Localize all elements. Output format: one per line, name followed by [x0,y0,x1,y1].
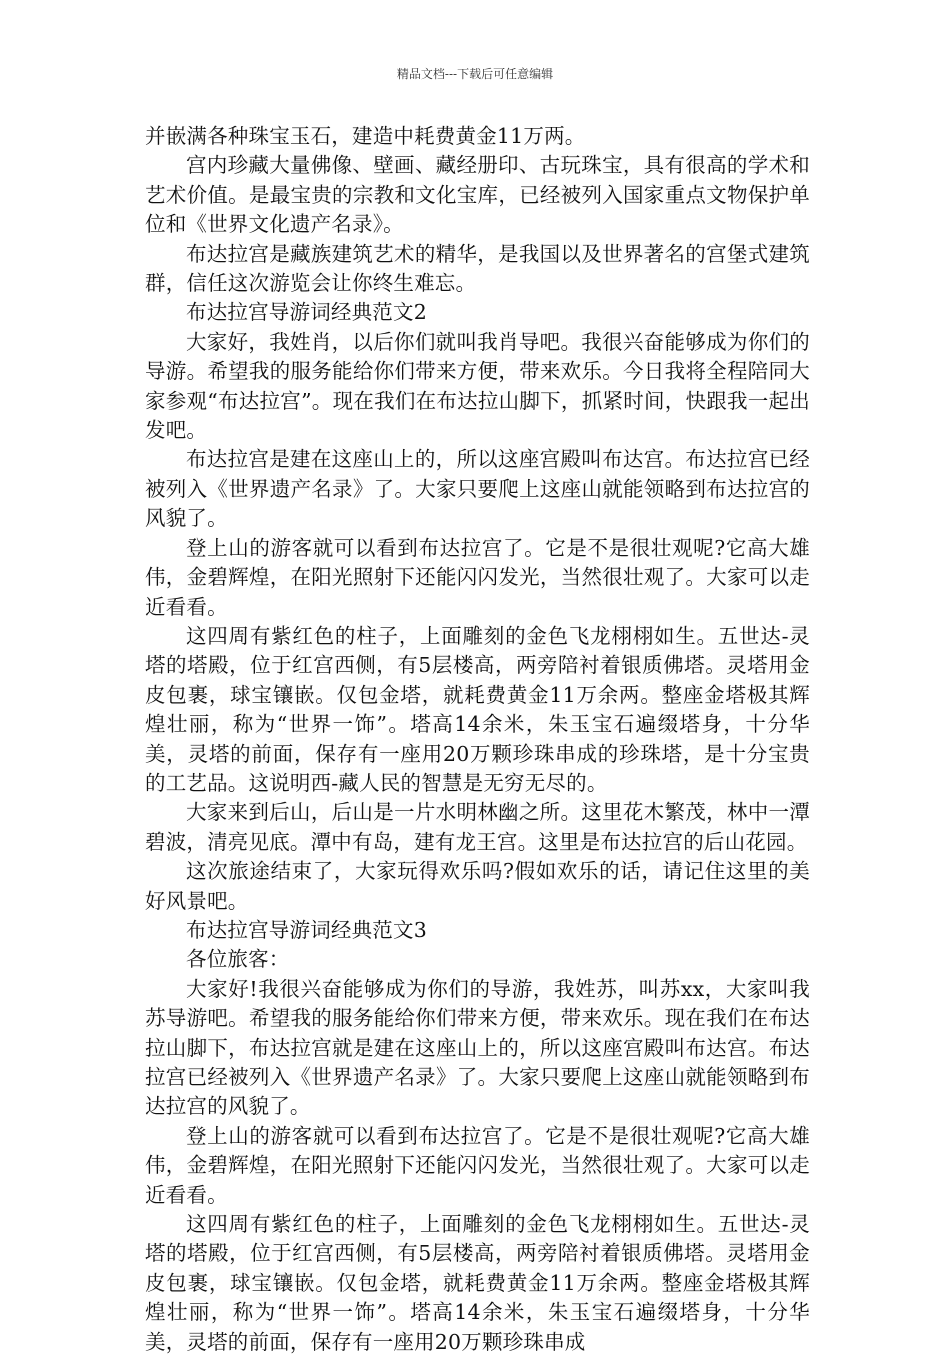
document-body [145,122,810,1357]
section-heading: 布达拉宫导游词经典范文2 [186,300,427,325]
paragraph: 布达拉宫是建在这座山上的，所以这座宫殿叫布达宫。布达拉宫已经被列入《世界遗产名录》了。大家只要爬上这座山就能领略到布达拉宫的风貌了。 [145,447,810,531]
salutation: 各位旅客： [186,947,290,972]
paragraph: 大家好!我很兴奋能够成为你们的导游，我姓苏，叫苏xx，大家叫我苏导游吧。希望我的服务能给你们带来方便，带来欢乐。现在我们在布达拉山脚下，布达拉宫就是建在这座山上的，所以这座宫殿叫布达宫。布达拉宫已经被列入《世界遗产名录》了。大家只要爬上这座山就能领略到布达拉宫的风貌了。 [145,976,810,1119]
section-heading: 布达拉宫导游词经典范文3 [186,917,427,942]
paragraph: 宫内珍藏大量佛像、壁画、藏经册印、古玩珠宝，具有很高的学术和艺术价值。是最宝贵的宗教和文化宝库，已经被列入国家重点文物保护单位和《世界文化遗产名录》。 [145,153,810,237]
paragraph: 这次旅途结束了，大家玩得欢乐吗?假如欢乐的话，请记住这里的美好风景吧。 [145,859,810,913]
paragraph: 并嵌满各种珠宝玉石，建造中耗费黄金11万两。 [145,124,586,148]
paragraph: 布达拉宫是藏族建筑艺术的精华，是我国以及世界著名的宫堡式建筑群，信任这次游览会让你终生难忘。 [145,241,810,296]
paragraph: 这四周有紫红色的柱子，上面雕刻的金色飞龙栩栩如生。五世达-灵塔的塔殿，位于红宫西侧，有5层楼高，两旁陪衬着银质佛塔。灵塔用金皮包裹，球宝镶嵌。仅包金塔，就耗费黄金11万余两。整座金塔极其辉煌壮丽，称为“世界一饰”。塔高14余米，朱玉宝石遍缀塔身，十分华美，灵塔的前面，保存有一座用20万颗珍珠串成的珍珠塔，是十分宝贵的工艺品。这说明西-藏人民的智慧是无穷无尽的。 [145,623,810,795]
paragraph: 登上山的游客就可以看到布达拉宫了。它是不是很壮观呢?它高大雄伟，金碧辉煌，在阳光照射下还能闪闪发光，当然很壮观了。大家可以走近看看。 [145,535,810,619]
page-header: 精品文档---下载后可任意编辑 [396,67,554,81]
paragraph: 这四周有紫红色的柱子，上面雕刻的金色飞龙栩栩如生。五世达-灵塔的塔殿，位于红宫西侧，有5层楼高，两旁陪衬着银质佛塔。灵塔用金皮包裹，球宝镶嵌。仅包金塔，就耗费黄金11万余两。整座金塔极其辉煌壮丽，称为“世界一饰”。塔高14余米，朱玉宝石遍缀塔身，十分华美，灵塔的前面，保存有一座用20万颗珍珠串成 [145,1212,810,1354]
paragraph: 大家来到后山，后山是一片水明林幽之所。这里花木繁茂，林中一潭碧波，清亮见底。潭中有岛，建有龙王宫。这里是布达拉宫的后山花园。 [145,800,810,854]
paragraph: 登上山的游客就可以看到布达拉宫了。它是不是很壮观呢?它高大雄伟，金碧辉煌，在阳光照射下还能闪闪发光，当然很壮观了。大家可以走近看看。 [145,1123,810,1207]
paragraph: 大家好，我姓肖，以后你们就叫我肖导吧。我很兴奋能够成为你们的导游。希望我的服务能给你们带来方便，带来欢乐。今日我将全程陪同大家参观“布达拉宫”。现在我们在布达拉山脚下，抓紧时间，快跟我一起出发吧。 [145,329,810,443]
